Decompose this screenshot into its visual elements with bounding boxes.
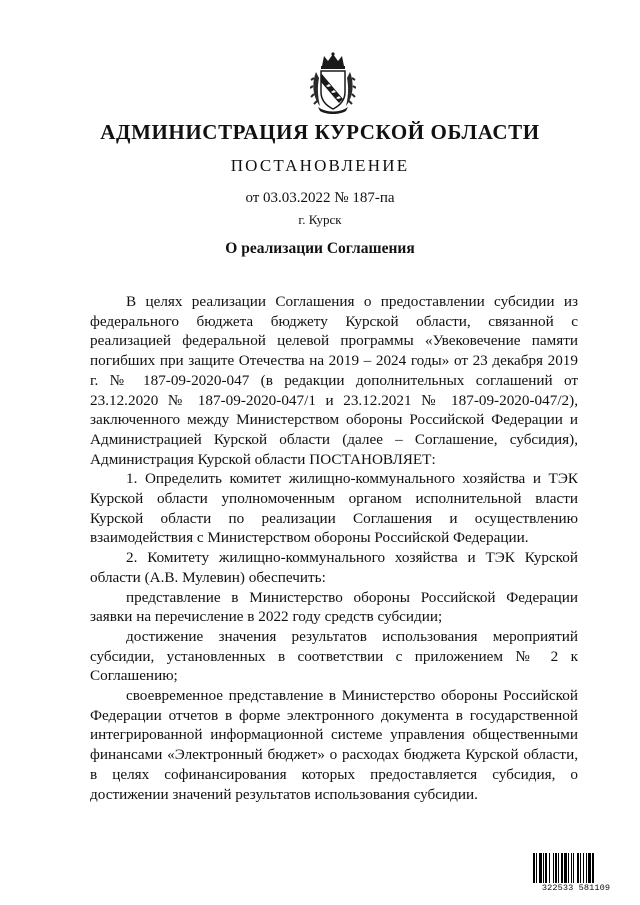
- organization-title: АДМИНИСТРАЦИЯ КУРСКОЙ ОБЛАСТИ: [100, 120, 540, 144]
- document-subject: О реализации Соглашения: [225, 240, 415, 257]
- paragraph-subitem: достижение значения результатов использования мероприятий субсидии, установленных в соответствии с приложением № 2 к Соглашению;: [90, 627, 578, 685]
- document-date-number: от 03.03.2022 № 187-па: [245, 190, 395, 206]
- paragraph-item-1: 1. Определить комитет жилищно-коммунального хозяйства и ТЭК Курской области уполномоченным органом исполнительной власти Курской области по реализации Соглашения и осуществлению взаимодействия с Министерством обороны Российской Федерации.: [90, 470, 578, 547]
- paragraph-subitem: представление в Министерство обороны Российской Федерации заявки на перечисление в 2022 году средств субсидии;: [90, 588, 578, 626]
- paragraph-preamble: В целях реализации Соглашения о предоставлении субсидии из федерального бюджета бюджету Курской области, связанной с реализацией федеральной целевой программы «Увековечение памяти погибших при защите Отечества на 2019 – 2024 годы» от 23 декабря 2019 г. № 187-09-2020-047 (в редакции дополнительных соглашений от 23.12.2020 № 187-09-2020-047/1 и 23.12.2021 № 187-09-2020-047/2), заключенного между Министерством обороны Российской Федерации и Администрацией Курской области (далее – Соглашение, субсидия), Администрация Курской области ПОСТАНОВЛЯЕТ:: [90, 293, 578, 468]
- document-city: г. Курск: [298, 212, 342, 227]
- barcode: [533, 853, 619, 895]
- barcode-number: 322533 581109: [533, 883, 619, 894]
- paragraph-subitem: своевременное представление в Министерство обороны Российской Федерации отчетов в форме электронного документа в государственной интегрированной информационной системе управления общественными финансами «Электронный бюджет» о расходах бюджета Курской области, в целях софинансирования которых предоставляется субсидия, о достижении значений результатов использования субсидии.: [90, 687, 578, 803]
- paragraph-item-2: 2. Комитету жилищно-коммунального хозяйства и ТЭК Курской области (А.В. Мулевин) обеспечить:: [90, 549, 578, 586]
- coat-of-arms-icon: [310, 52, 356, 116]
- document-body: [90, 292, 578, 804]
- barcode-icon: [533, 853, 619, 885]
- document-type: ПОСТАНОВЛЕНИЕ: [230, 156, 410, 175]
